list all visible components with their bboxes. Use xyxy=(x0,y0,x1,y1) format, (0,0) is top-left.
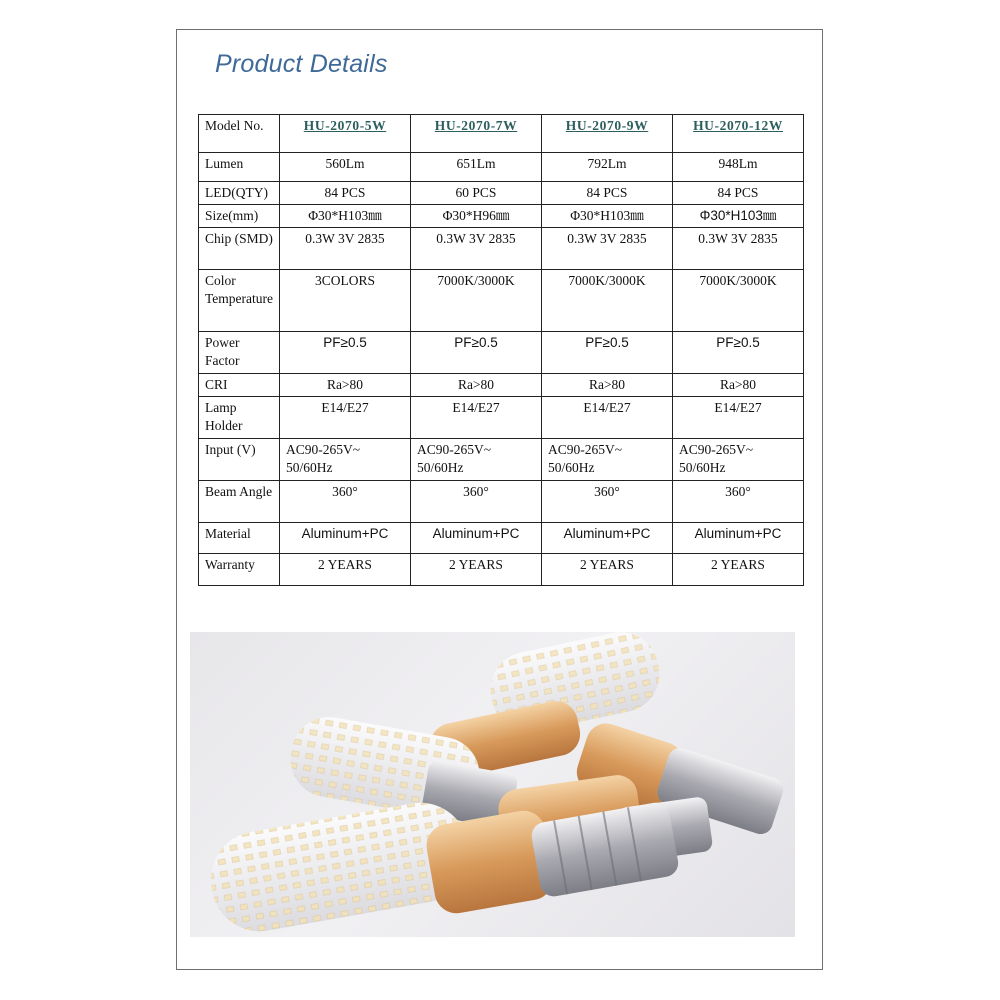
model-cell xyxy=(542,115,673,153)
table-cell: Ra>80 xyxy=(673,374,804,397)
table-cell: E14/E27 xyxy=(280,397,411,439)
table-row xyxy=(199,182,804,205)
table-cell: 948Lm xyxy=(673,153,804,182)
table-cell: 2 YEARS xyxy=(542,554,673,586)
table-cell: 7000K/3000K xyxy=(411,270,542,332)
table-row xyxy=(199,332,804,374)
table-cell: 651Lm xyxy=(411,153,542,182)
table-cell: PF≥0.5 xyxy=(673,332,804,374)
model-cell xyxy=(411,115,542,153)
table-row xyxy=(199,523,804,554)
table-cell: 560Lm xyxy=(280,153,411,182)
table-cell: 60 PCS xyxy=(411,182,542,205)
table-cell: 360° xyxy=(280,481,411,523)
spec-table xyxy=(198,114,804,586)
table-cell: Ra>80 xyxy=(411,374,542,397)
table-cell: 84 PCS xyxy=(673,182,804,205)
table-cell: 360° xyxy=(673,481,804,523)
model-cell xyxy=(673,115,804,153)
table-cell: 3COLORS xyxy=(280,270,411,332)
table-cell: 0.3W 3V 2835 xyxy=(673,228,804,270)
row-label: Model No. xyxy=(199,115,280,153)
table-row xyxy=(199,481,804,523)
table-row xyxy=(199,397,804,439)
table-cell: 84 PCS xyxy=(280,182,411,205)
row-label: Chip (SMD) xyxy=(199,228,280,270)
row-label: Beam Angle xyxy=(199,481,280,523)
table-cell: AC90-265V~ 50/60Hz xyxy=(542,439,673,481)
table-cell: E14/E27 xyxy=(542,397,673,439)
table-row xyxy=(199,439,804,481)
table-cell: 2 YEARS xyxy=(673,554,804,586)
table-cell: Ra>80 xyxy=(542,374,673,397)
bulb-front xyxy=(203,795,680,937)
table-cell: 2 YEARS xyxy=(411,554,542,586)
table-cell: PF≥0.5 xyxy=(411,332,542,374)
table-cell: 0.3W 3V 2835 xyxy=(411,228,542,270)
model-link[interactable]: HU-2070-5W xyxy=(303,118,387,133)
table-row xyxy=(199,228,804,270)
table-row xyxy=(199,554,804,586)
row-label: Size(mm) xyxy=(199,205,280,228)
table-cell: Ra>80 xyxy=(280,374,411,397)
table-cell: 84 PCS xyxy=(542,182,673,205)
table-cell: 360° xyxy=(542,481,673,523)
row-label: Lamp Holder xyxy=(199,397,280,439)
model-link[interactable]: HU-2070-12W xyxy=(693,118,783,133)
led-bulbs-illustration xyxy=(190,632,795,937)
product-photo xyxy=(190,632,795,937)
table-cell: Aluminum+PC xyxy=(411,523,542,554)
table-cell: E14/E27 xyxy=(411,397,542,439)
table-cell: 2 YEARS xyxy=(280,554,411,586)
table-cell: E14/E27 xyxy=(673,397,804,439)
table-cell: AC90-265V~ 50/60Hz xyxy=(673,439,804,481)
table-cell: Φ30*H96㎜ xyxy=(411,205,542,228)
model-cell xyxy=(280,115,411,153)
row-label: Warranty xyxy=(199,554,280,586)
row-label: CRI xyxy=(199,374,280,397)
table-row-model xyxy=(199,115,804,153)
table-cell: 0.3W 3V 2835 xyxy=(280,228,411,270)
row-label: Power Factor xyxy=(199,332,280,374)
table-row xyxy=(199,270,804,332)
table-cell: Φ30*H103㎜ xyxy=(673,205,804,228)
table-row xyxy=(199,374,804,397)
table-cell: Aluminum+PC xyxy=(673,523,804,554)
table-cell: Aluminum+PC xyxy=(280,523,411,554)
table-cell: 792Lm xyxy=(542,153,673,182)
table-cell: AC90-265V~ 50/60Hz xyxy=(411,439,542,481)
table-cell: 360° xyxy=(411,481,542,523)
row-label: Color Temperature xyxy=(199,270,280,332)
table-cell: PF≥0.5 xyxy=(542,332,673,374)
row-label: Input (V) xyxy=(199,439,280,481)
page-title: Product Details xyxy=(215,50,388,78)
table-cell: Aluminum+PC xyxy=(542,523,673,554)
table-cell: 0.3W 3V 2835 xyxy=(542,228,673,270)
table-cell: PF≥0.5 xyxy=(280,332,411,374)
table-cell: Φ30*H103㎜ xyxy=(280,205,411,228)
row-label: LED(QTY) xyxy=(199,182,280,205)
table-row xyxy=(199,153,804,182)
table-cell: 7000K/3000K xyxy=(673,270,804,332)
table-cell: Φ30*H103㎜ xyxy=(542,205,673,228)
row-label: Material xyxy=(199,523,280,554)
row-label: Lumen xyxy=(199,153,280,182)
table-row xyxy=(199,205,804,228)
table-cell: 7000K/3000K xyxy=(542,270,673,332)
model-link[interactable]: HU-2070-9W xyxy=(565,118,649,133)
table-cell: AC90-265V~ 50/60Hz xyxy=(280,439,411,481)
model-link[interactable]: HU-2070-7W xyxy=(434,118,518,133)
